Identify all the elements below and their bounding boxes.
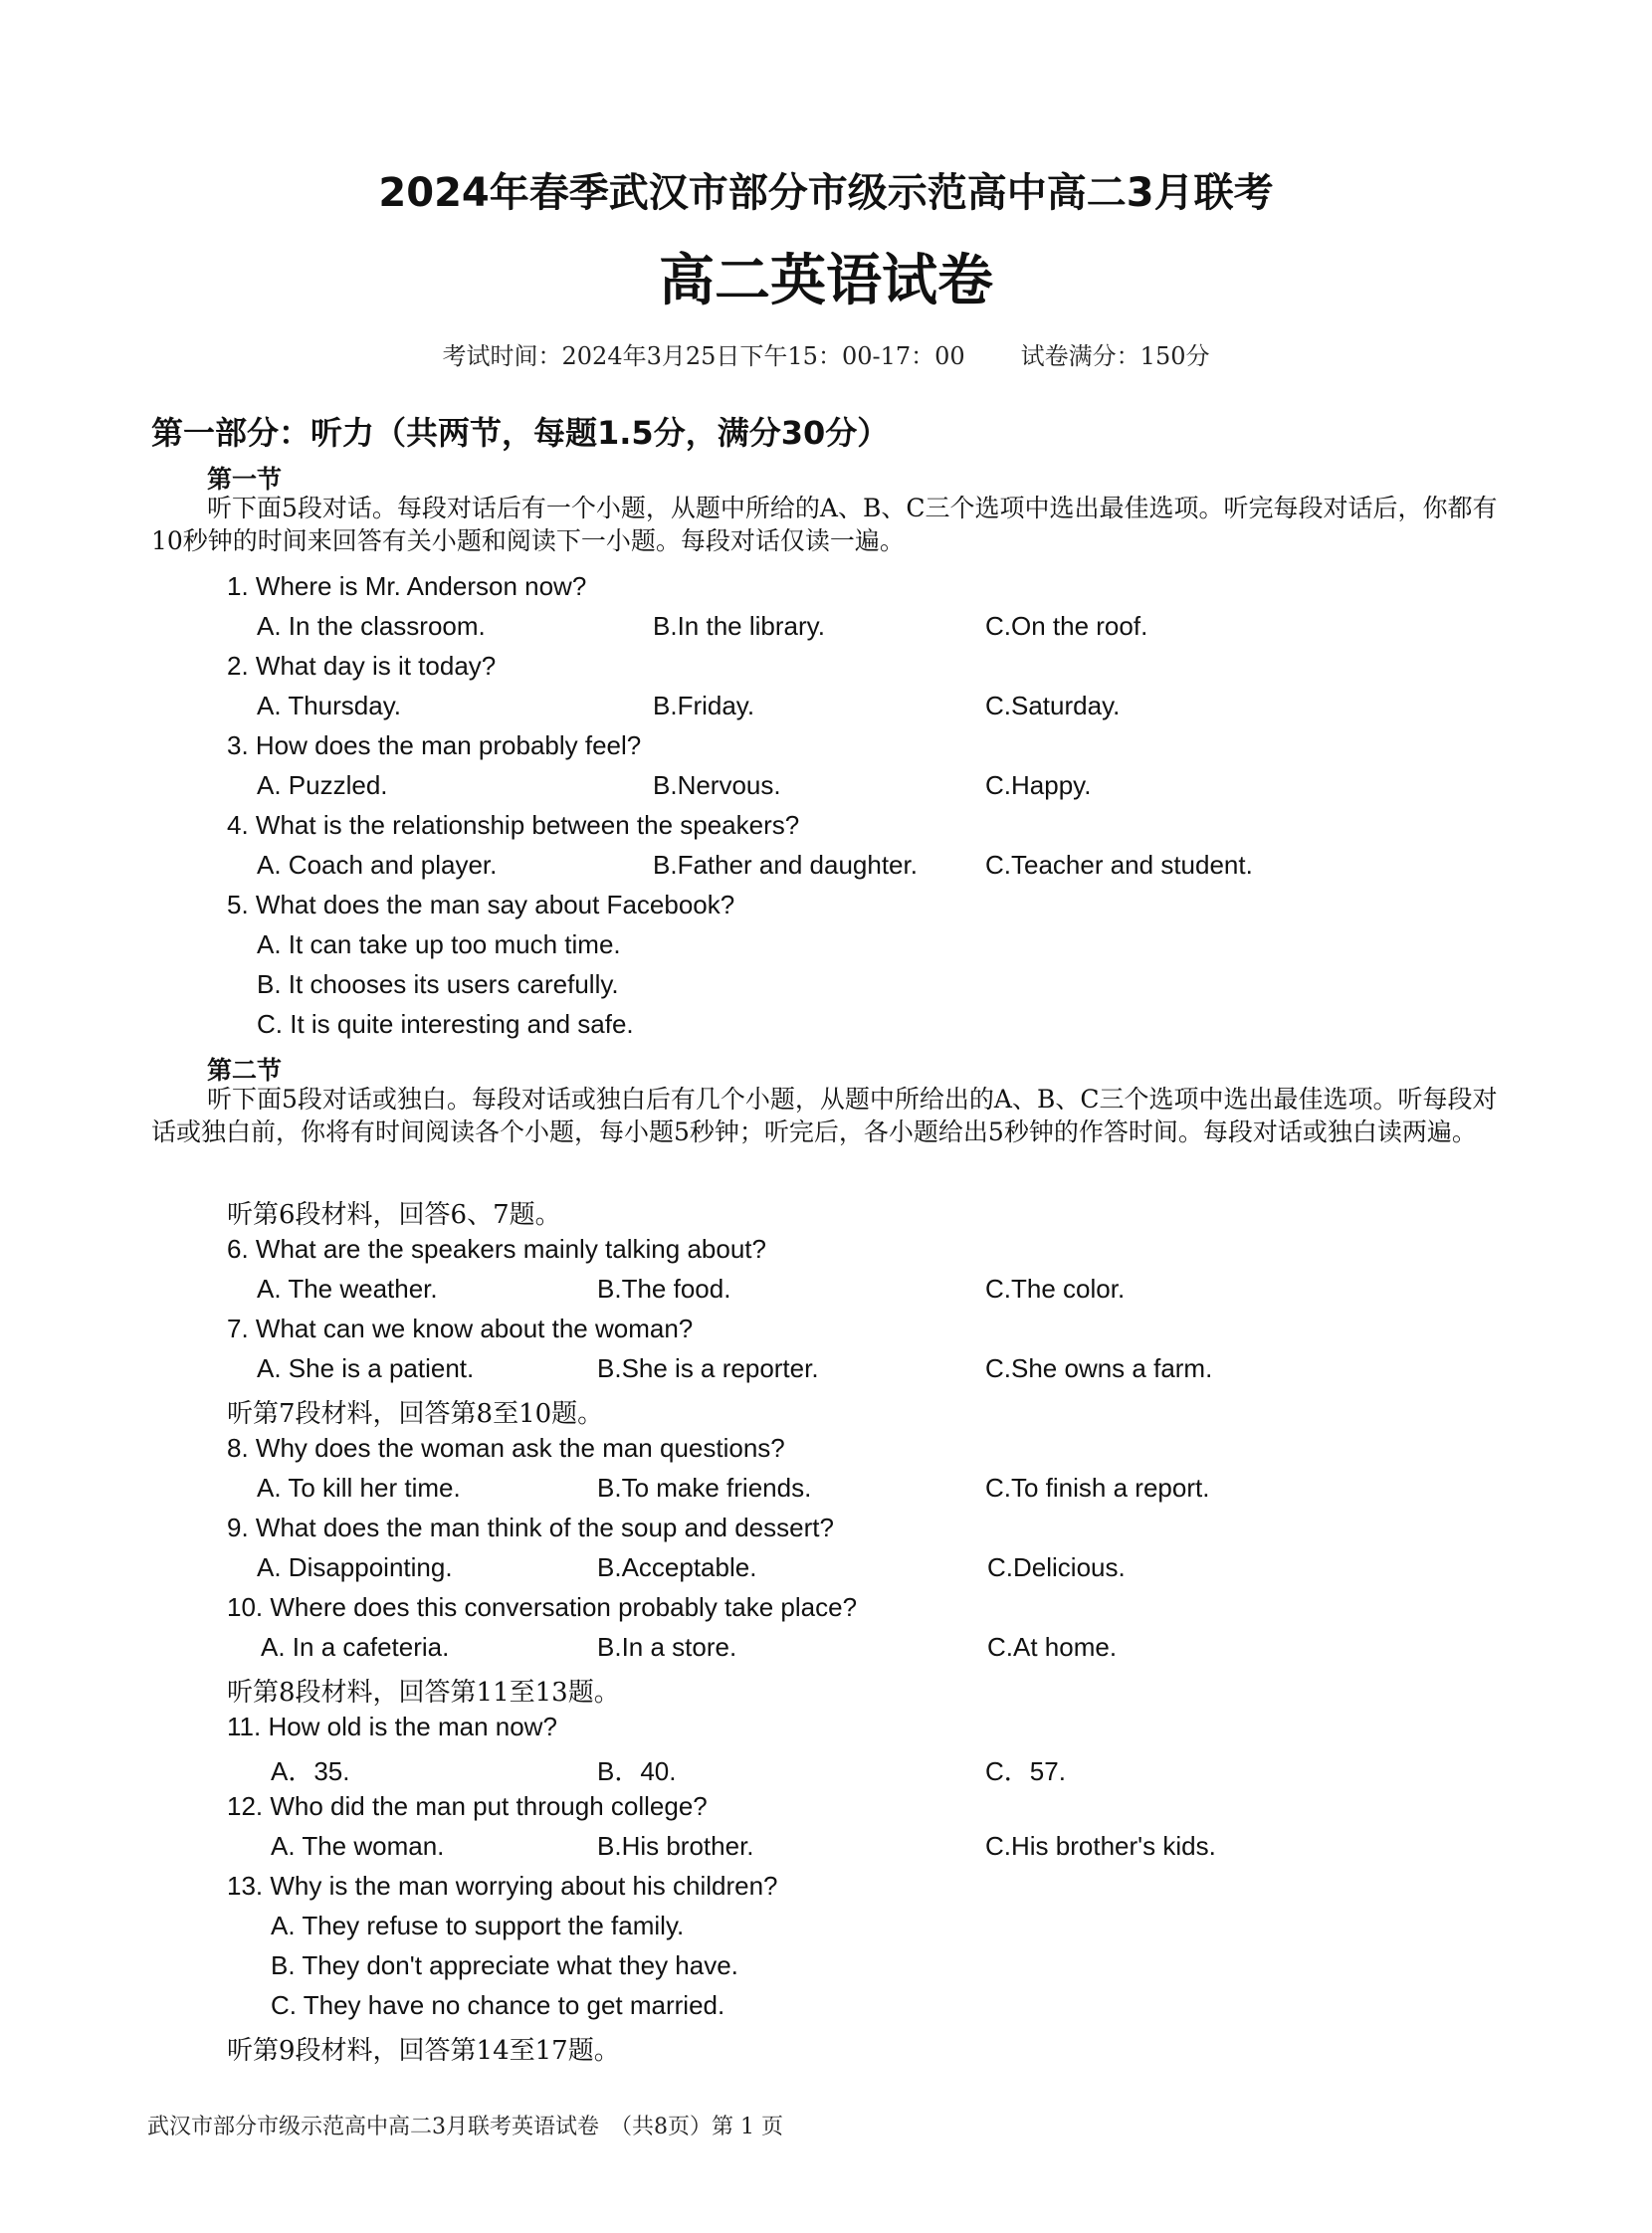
question-6: 6. What are the speakers mainly talking about? xyxy=(227,1234,766,1264)
question-4: 4. What is the relationship between the speakers? xyxy=(227,810,800,840)
q3-option-a: A. Puzzled. xyxy=(257,770,388,800)
q4-option-c: C.Teacher and student. xyxy=(985,850,1253,880)
material-6-hint: 听第6段材料，回答6、7题。 xyxy=(227,1200,561,1230)
exam-title: 2024年春季武汉市部分市级示范高中高二3月联考 xyxy=(378,170,1274,216)
page-footer: 武汉市部分市级示范高中高二3月联考英语试卷 （共8页）第 1 页 xyxy=(147,2115,783,2139)
exam-info xyxy=(0,336,1652,371)
full-score: 试卷满分：150分 xyxy=(1020,342,1210,370)
q9-option-c: C.Delicious. xyxy=(987,1552,1126,1582)
q8-option-a: A. To kill her time. xyxy=(257,1473,461,1503)
q8-option-b: B.To make friends. xyxy=(597,1473,812,1503)
q11-option-a: A．35. xyxy=(271,1756,350,1786)
q12-option-b: B.His brother. xyxy=(597,1831,754,1861)
q7-option-c: C.She owns a farm. xyxy=(985,1353,1213,1383)
material-7-hint: 听第7段材料，回答第8至10题。 xyxy=(227,1399,604,1429)
q3-option-b: B.Nervous. xyxy=(653,770,781,800)
q12-option-a: A. The woman. xyxy=(271,1831,445,1861)
q12-option-c: C.His brother's kids. xyxy=(985,1831,1216,1861)
q7-option-b: B.She is a reporter. xyxy=(597,1353,819,1383)
q13-option-c: C. They have no chance to get married. xyxy=(271,1990,725,2020)
q1-option-a: A. In the classroom. xyxy=(257,611,486,641)
q13-option-a: A. They refuse to support the family. xyxy=(271,1911,685,1940)
section2-label: 第二节 xyxy=(207,1056,283,1085)
q6-option-b: B.The food. xyxy=(597,1274,731,1304)
q1-option-c: C.On the roof. xyxy=(985,611,1148,641)
section1-label: 第一节 xyxy=(207,465,283,494)
question-8: 8. Why does the woman ask the man questions? xyxy=(227,1433,785,1463)
q9-option-b: B.Acceptable. xyxy=(597,1552,757,1582)
q5-option-b: B. It chooses its users carefully. xyxy=(257,969,619,999)
question-7: 7. What can we know about the woman? xyxy=(227,1314,694,1343)
q5-option-a: A. It can take up too much time. xyxy=(257,929,621,959)
q9-option-a: A. Disappointing. xyxy=(257,1552,453,1582)
q13-option-b: B. They don't appreciate what they have. xyxy=(271,1950,738,1980)
q1-option-b: B.In the library. xyxy=(653,611,825,641)
exam-subtitle: 高二英语试卷 xyxy=(659,248,993,313)
q11-option-c: C．57. xyxy=(985,1756,1066,1786)
section1-instructions: 听下面5段对话。每段对话后有一个小题，从题中所给的A、B、C三个选项中选出最佳选项。听完每段对话后，你都有10秒钟的时间来回答有关小题和阅读下一小题。每段对话仅读一遍。 xyxy=(151,494,1498,555)
q2-option-b: B.Friday. xyxy=(653,691,755,720)
question-1: 1. Where is Mr. Anderson now? xyxy=(227,571,587,601)
q4-option-a: A. Coach and player. xyxy=(257,850,498,880)
question-9: 9. What does the man think of the soup and dessert? xyxy=(227,1513,834,1542)
question-2: 2. What day is it today? xyxy=(227,651,497,681)
q2-option-a: A. Thursday. xyxy=(257,691,401,720)
q6-option-c: C.The color. xyxy=(985,1274,1126,1304)
question-3: 3. How does the man probably feel? xyxy=(227,730,642,760)
q10-option-b: B.In a store. xyxy=(597,1632,737,1662)
q11-option-b: B．40. xyxy=(597,1756,677,1786)
question-12: 12. Who did the man put through college? xyxy=(227,1791,708,1821)
q10-option-a: A. In a cafeteria. xyxy=(261,1632,450,1662)
material-8-hint: 听第8段材料，回答第11至13题。 xyxy=(227,1678,620,1708)
q8-option-c: C.To finish a report. xyxy=(985,1473,1210,1503)
question-10: 10. Where does this conversation probably take place? xyxy=(227,1592,858,1622)
q6-option-a: A. The weather. xyxy=(257,1274,438,1304)
question-11: 11. How old is the man now? xyxy=(227,1712,557,1741)
material-9-hint: 听第9段材料，回答第14至17题。 xyxy=(227,2036,620,2066)
q10-option-c: C.At home. xyxy=(987,1632,1118,1662)
part1-heading: 第一部分：听力（共两节，每题1.5分，满分30分） xyxy=(151,414,890,452)
section2-instructions: 听下面5段对话或独白。每段对话或独白后有几个小题，从题中所给出的A、B、C三个选项中选出最佳选项。听每段对话或独白前，你将有时间阅读各个小题，每小题5秒钟；听完后，各小题给出5秒钟的作答时间。每段对话或独白读两遍。 xyxy=(151,1085,1498,1146)
q7-option-a: A. She is a patient. xyxy=(257,1353,475,1383)
q4-option-b: B.Father and daughter. xyxy=(653,850,918,880)
q2-option-c: C.Saturday. xyxy=(985,691,1121,720)
q3-option-c: C.Happy. xyxy=(985,770,1092,800)
q5-option-c: C. It is quite interesting and safe. xyxy=(257,1009,634,1039)
question-13: 13. Why is the man worrying about his children? xyxy=(227,1871,778,1901)
question-5: 5. What does the man say about Facebook? xyxy=(227,890,735,919)
exam-time: 考试时间：2024年3月25日下午15：00-17：00 xyxy=(442,342,965,370)
